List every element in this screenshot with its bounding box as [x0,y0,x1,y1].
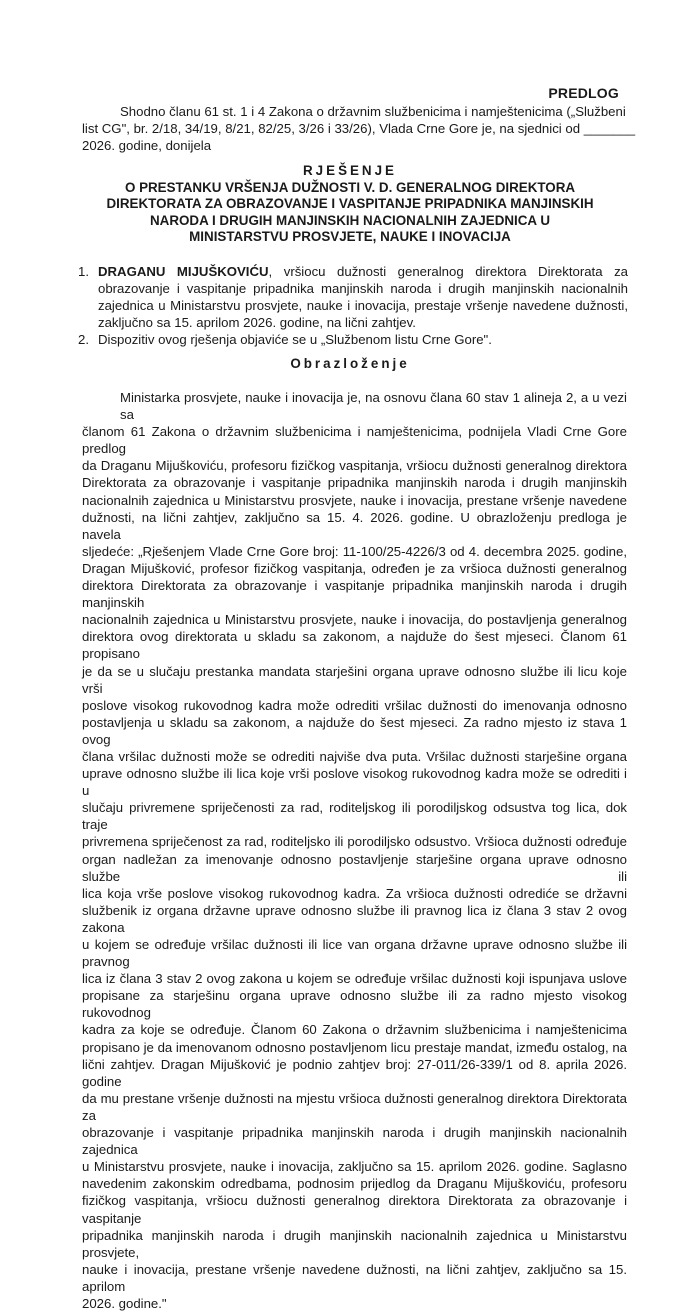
body-line: nacionalnih zajednica u Ministarstvu prosvjete, nauke i inovacija, do postavljenja generalnog [82,612,627,628]
item-number: 1. [78,264,89,279]
intro-line: list CG", br. 2/18, 34/19, 8/21, 82/25, 3/26 i 33/26), Vlada Crne Gore je, na sjednici od _______ [82,121,636,136]
dispositive-item [72,263,628,331]
explanation-heading: Obrazloženje [290,356,410,371]
body-line: nauke i inovacija, prestane vršenje navedene dužnosti, na lični zahtjev, zaključno sa 15. aprilom [82,1261,627,1294]
body-line: privremena spriječenost za rad, roditeljsko ili porodiljsko odsustvo. Vršioca dužnosti određuje [82,834,627,850]
body-line: Dragan Mijušković, profesor fizičkog vaspitanja, određen je za vršioca dužnosti generalnog [82,560,627,576]
intro-line: 2026. godine, donijela [82,138,212,153]
body-line: fizičkog vaspitanja, vršiocu dužnosti generalnog direktora Direktorata za obrazovanje i vaspitanje [82,1193,627,1226]
item-line [98,263,628,280]
item-line-rest: , vršiocu dužnosti generalnog direktora Direktorata za [268,264,629,279]
title-line: MINISTARSTVU PROSVJETE, NAUKE I INOVACIJA [189,229,511,244]
person-name: DRAGANU MIJUŠKOVIĆU [98,264,269,279]
body-line: postavljenja u skladu sa zakonom, a najduže do šest mjeseci. Za radno mjesto iz stava 1 ovog [82,714,627,747]
body-line: Direktorata za obrazovanje i vaspitanje pripadnika manjinskih naroda i drugih manjinskih [82,475,627,491]
body-line: službenik iz organa državne uprave odnosno službe ili pravnog lica iz člana 3 stav 2 ovog zakona [82,902,627,935]
body-line: uprave odnosno službe ili lica koje vrši poslove visokog rukovodnog kadra može se odrediti i u [82,766,627,799]
body-line: poslove visokog rukovodnog kadra može odrediti vršilac dužnosti do imenovanja odnosno [82,697,627,713]
decision-heading: RJEŠENJE [303,163,397,178]
body-line: Ministarka prosvjete, nauke i inovacija je, na osnovu člana 60 stav 1 alineja 2, a u vezi sa [120,390,627,423]
title-line: NARODA I DRUGIH MANJINSKIH NACIONALNIH ZAJEDNICA U [150,212,550,228]
body-line: navedenim zakonskim odredbama, podnosim prijedlog da Draganu Mijuškoviću, profesoru [82,1176,627,1192]
body-line: člana vršilac dužnosti može se odrediti najviše dva puta. Vršilac dužnosti starješine organa [82,748,627,764]
body-line: direktora ovog direktorata u skladu sa zakonom, a najduže do šest mjeseci. Članom 61 propisano [82,629,627,662]
body-line: u kojem se određuje vršilac dužnosti ili lice van organa državne uprave odnosno službe ili pravnog [82,937,627,970]
body-line: 2026. godine." [82,1295,167,1311]
body-line: dužnosti, na lični zahtjev, zaključno sa 15. 4. 2026. godine. U obrazloženju predloga je navela [82,509,627,542]
proposal-label: PREDLOG [548,85,619,101]
body-line: sljedeće: „Rješenjem Vlade Crne Gore broj: 11-100/25-4226/3 od 4. decembra 2025. godine, [82,543,627,559]
item-line: zaključno sa 15. aprilom 2026. godine, na lični zahtjev. [98,315,416,330]
title-line: O PRESTANKU VRŠENJA DUŽNOSTI V. D. GENERALNOG DIREKTORA [124,179,576,195]
body-line: u Ministarstvu prosvjete, nauke i inovacija, zaključno sa 15. aprilom 2026. godine. Saglasno [82,1159,627,1175]
explanation-paragraph [82,389,627,1312]
body-line: da mu prestane vršenje dužnosti na mjestu vršioca dužnosti generalnog direktora Direktorata za [82,1090,627,1123]
dispositive-list [72,263,628,348]
body-line: organ nadležan za imenovanje odnosno postavljenje starješine organa uprave odnosno službe ili [82,851,627,884]
title-line: DIREKTORATA ZA OBRAZOVANJE I VASPITANJE PRIPADNIKA MANJINSKIH [106,196,594,211]
body-line: slučaju privremene spriječenosti za rad, roditeljskog ili porodiljskog odsustva tog lica, dok traje [82,800,627,833]
item-line: zajednica u Ministarstvu prosvjete, nauke i inovacija, prestaje vršenje navedene dužnosti, [98,298,628,313]
body-line: članom 61 Zakona o državnim službenicima i namještenicima, podnijela Vladi Crne Gore predlog [82,424,627,457]
item-line: obrazovanje i vaspitanje pripadnika manjinskih naroda i drugih manjinskih nacionalnih [98,281,628,296]
body-line: direktora Direktorata za obrazovanje i vaspitanje pripadnika manjinskih naroda i drugih manjinskih [82,578,627,611]
body-line: lica iz člana 3 stav 2 ovog zakona u kojem se određuje vršilac dužnosti koji ispunjava uslove [82,971,627,987]
item-number: 2. [78,332,89,347]
body-line: da Draganu Mijuškoviću, profesoru fizičkog vaspitanja, vršiocu dužnosti generalnog direktora [82,458,627,474]
decision-title [80,163,620,246]
body-line: je da se u slučaju prestanka mandata starješini organa uprave odnosno službe ili licu koje vrši [82,663,627,696]
body-line: lica koja vrše poslove visokog rukovodnog kadra. Za vršioca dužnosti odrediće se državni [82,885,627,901]
dispositive-item [72,331,628,348]
body-line: propisano je da imenovanom odnosno postavljenom licu prestaje mandat, između ostalog, na [82,1039,627,1055]
body-line: lični zahtjev. Dragan Mijušković je podnio zahtjev broj: 27-011/26-339/1 od 8. aprila 2026. godine [82,1056,627,1089]
intro-line: Shodno članu 61 st. 1 i 4 Zakona o državnim službenicima i namještenicima („Službeni [120,104,626,119]
body-line: obrazovanje i vaspitanje pripadnika manjinskih naroda i drugih manjinskih nacionalnih zajednica [82,1125,627,1158]
body-line: propisane za starješinu organa uprave odnosno službe ili za radno mjesto visokog rukovodnog [82,988,627,1021]
body-line: kadra za koje se određuje. Članom 60 Zakona o državnim službenicima i namještenicima [82,1022,627,1038]
item-line: Dispozitiv ovog rješenja objaviće se u „Službenom listu Crne Gore". [98,332,492,347]
body-line: pripadnika manjinskih naroda i drugih manjinskih nacionalnih zajednica u Ministarstvu prosvjete, [82,1227,627,1260]
intro-paragraph [82,103,636,154]
body-line: nacionalnih zajednica u Ministarstvu prosvjete, nauke i inovacija, prestane vršenje navedene [82,492,627,508]
